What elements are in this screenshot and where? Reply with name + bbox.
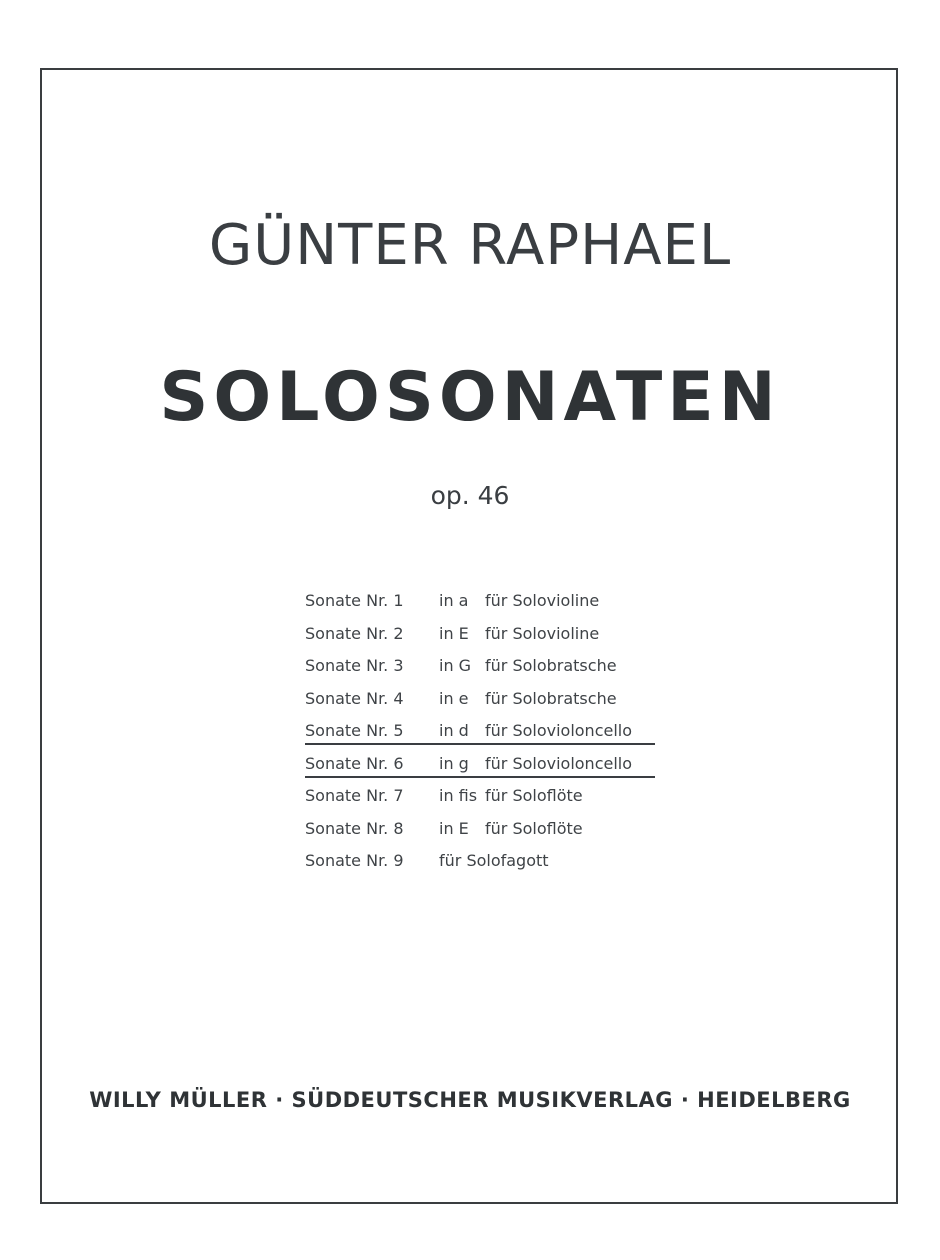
work-number: Sonate Nr. 2 <box>305 623 404 643</box>
work-key: in d <box>439 721 469 740</box>
publisher-line: WILLY MÜLLER · SÜDDEUTSCHER MUSIKVERLAG · HEIDELBERG <box>89 1088 851 1112</box>
highlight-underline <box>305 743 655 745</box>
work-key: in g <box>439 753 469 773</box>
work-instrument: für Solobratsche <box>485 688 617 708</box>
composer-name: GÜNTER RAPHAEL <box>208 213 732 278</box>
work-instrument: für Solovioline <box>485 591 600 610</box>
work-instrument: für Soloflöte <box>485 818 583 838</box>
work-number: Sonate Nr. 5 <box>305 721 404 740</box>
work-row <box>305 749 705 782</box>
work-row <box>305 619 705 652</box>
work-number: Sonate Nr. 7 <box>305 786 404 805</box>
work-row <box>305 651 705 684</box>
page-title: SOLOSONATEN <box>159 358 781 437</box>
work-number: Sonate Nr. 4 <box>305 688 404 708</box>
work-number: Sonate Nr. 8 <box>305 818 404 838</box>
work-key: in fis <box>439 786 478 805</box>
work-key: in E <box>439 623 469 643</box>
work-row <box>305 716 705 749</box>
highlight-underline <box>305 776 655 778</box>
work-row <box>305 684 705 717</box>
work-number: Sonate Nr. 3 <box>305 656 404 675</box>
work-instrument: für Solobratsche <box>485 656 617 675</box>
work-number: Sonate Nr. 6 <box>305 753 404 773</box>
works-list <box>305 586 705 879</box>
work-instrument: für Solofagott <box>439 851 549 870</box>
work-key: in E <box>439 818 469 838</box>
work-number: Sonate Nr. 1 <box>305 591 404 610</box>
work-row <box>305 586 705 619</box>
work-row <box>305 781 705 814</box>
work-instrument: für Solovioline <box>485 623 600 643</box>
work-row <box>305 846 705 879</box>
work-key: in a <box>439 591 469 610</box>
work-row <box>305 814 705 847</box>
opus-number: op. 46 <box>430 481 510 510</box>
work-instrument: für Soloviolοncello <box>485 721 633 740</box>
work-key: in e <box>439 688 469 708</box>
work-key: in G <box>439 656 472 675</box>
work-instrument: für Solovioloncello <box>485 753 633 773</box>
work-instrument: für Soloflöte <box>485 786 583 805</box>
work-number: Sonate Nr. 9 <box>305 851 404 870</box>
